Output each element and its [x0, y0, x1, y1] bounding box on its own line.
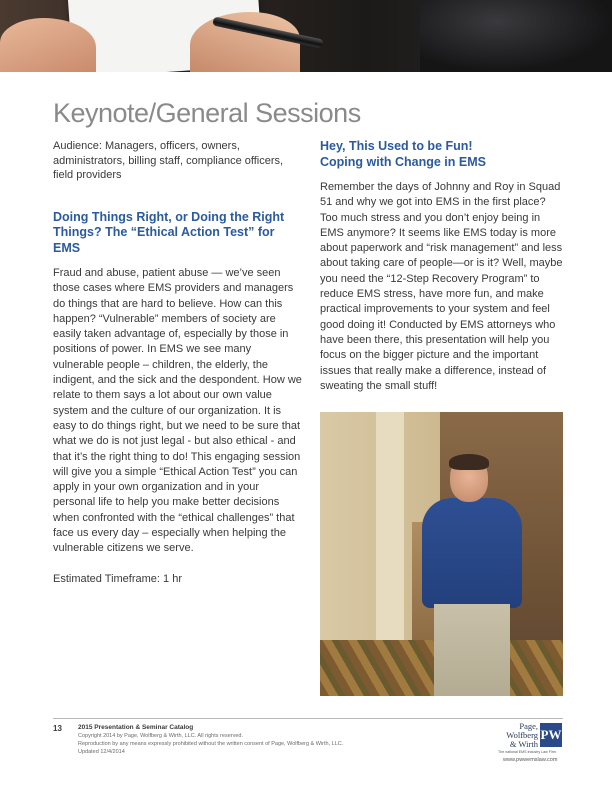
speaker-shirt [422, 498, 522, 608]
left-column [53, 139, 303, 585]
copyright-line: Copyright 2014 by Page, Wolfberg & Wirth, LLC. All rights reserved. [78, 733, 243, 739]
session-description-ethical-action: Fraud and abuse, patient abuse — we’ve seen those cases where EMS providers and managers do things that are hard to believe. How can this happen? “Vulnerable” members of society are easily taken advantage of, especially by those in positions of power. In EMS we see many vulnerable people – children, the elderly, the indigent, and the sick and the despondent. How we relate to them says a lot about our own value system and the culture of our organization. It is easy to do things right, but we need to be sure that what we do is not just legal - but also ethical - and that it’s the right thing to do! This engaging session will give you a simple “Ethical Action Test” you can apply in your own organization and in your personal life to help you make better decisions when confronted with the “ethical challenges” that face us every day – especially when helping the vulnerable citizens we serve. [53, 267, 302, 555]
footer-divider [53, 718, 563, 719]
session-title-line2: Coping with Change in EMS [320, 154, 486, 169]
reproduction-line: Reproduction by any means expressly prohibited without the written consent of Page, Wolfberg & Wirth, LLC. [78, 741, 344, 747]
logo-tagline: The national EMS industry Law Firm [498, 750, 556, 754]
speaker-pants [434, 604, 510, 696]
logo-monogram: PW [540, 723, 562, 747]
right-hand [190, 12, 300, 72]
logo-line3: & Wirth [509, 739, 538, 749]
catalog-title: 2015 Presentation & Seminar Catalog [78, 724, 194, 731]
session-title-line1: Hey, This Used to be Fun! [320, 139, 473, 153]
updated-line: Updated 12/4/2014 [78, 749, 125, 755]
logo-line1: Page, [519, 721, 538, 731]
session-title-coping-with-change [320, 139, 565, 170]
page-number: 13 [53, 724, 62, 733]
speaker-photo [320, 412, 563, 696]
session-description-coping-with-change: Remember the days of Johnny and Roy in Squad 51 and why we got into EMS in the first place? Too much stress and you don’t enjoy being in EMS anymore? It seems like EMS today is more about paperwork and “risk management” and less about taking care of people—or is it? Well, maybe you need the “12-Step Recovery Program” to reduce EMS stress, have more fun, and make practical improvements to your system and feel good doing it! Conducted by EMS attorneys who have been there, this presentation will help you focus on the bigger picture and the important issues that really make a difference, instead of sweating the small stuff! [320, 181, 563, 392]
speaker-figure [412, 456, 532, 696]
logo-wordmark [498, 722, 538, 749]
dark-sleeve [420, 0, 612, 72]
footer-legal [78, 723, 458, 756]
photo-pillar [376, 412, 404, 652]
page-title: Keynote/General Sessions [53, 98, 361, 128]
audience-text: Audience: Managers, officers, owners, administrators, billing staff, compliance officers, field providers [53, 140, 284, 181]
right-column [320, 139, 565, 423]
timeframe-ethical-action: Estimated Timeframe: 1 hr [53, 572, 182, 585]
speaker-hair [449, 454, 489, 470]
session-title-ethical-action: Doing Things Right, or Doing the Right Things? The “Ethical Action Test” for EMS [53, 209, 285, 255]
logo-url: www.pwwemslaw.com [503, 757, 558, 763]
header-photo-banner [0, 0, 612, 72]
logo-line2: Wolfberg [506, 730, 538, 740]
firm-logo [498, 722, 564, 766]
